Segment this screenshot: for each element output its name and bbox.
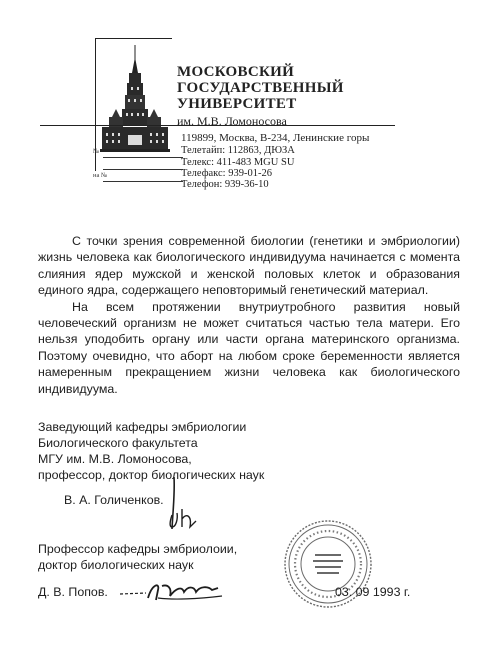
ref-number-label: № — [93, 148, 100, 155]
teletype: Телетайп: 112863, ДЮЗА — [181, 145, 295, 157]
body-paragraph: С точки зрения современной биологии (генетики и эмбриологии) жизнь человека как биологического индивидуума начинается с момента слияния ядер мужской и женской половых клеток и образования единого ядра, содержащего неповторимый генетический материал. — [38, 234, 460, 298]
signatory-2-title — [38, 541, 237, 573]
signatory-2-name: Д. В. Попов. — [38, 585, 108, 599]
university-name-line: УНИВЕРСИТЕТ — [177, 96, 297, 112]
title-line: доктор биологических наук — [38, 558, 194, 572]
ref-row — [93, 160, 183, 172]
university-name-line: МОСКОВСКИЙ — [177, 64, 295, 80]
university-name — [177, 64, 344, 112]
address: 119899, Москва, В-234, Ленинские горы — [181, 132, 370, 144]
title-line: МГУ им. М.В. Ломоносова, — [38, 452, 192, 466]
telefax: Телефакс: 939-01-26 — [181, 167, 272, 179]
reference-lines — [93, 148, 183, 184]
title-line: Биологического факультета — [38, 436, 198, 450]
title-line: Профессор кафедры эмбриолоии, — [38, 542, 238, 556]
ref-line — [103, 169, 183, 170]
title-line: профессор, доктор биологических наук — [38, 468, 265, 482]
letter-body — [38, 233, 460, 397]
university-subtitle: им. М.В. Ломоносова — [177, 114, 287, 128]
signatory-1-title — [38, 419, 264, 483]
ref-line — [103, 181, 183, 182]
ref-row — [93, 172, 183, 184]
contact-block — [181, 133, 369, 190]
title-line: Заведующий кафедры эмбриологии — [38, 420, 247, 434]
signatory-1-name: В. А. Голиченков. — [64, 493, 164, 507]
body-paragraph: На всем протяжении внутриутробного развития новый человеческий организм не может считаться частью тела матери. Его нельзя уподобить органу или части органа материнского организма. Поэтому очевидно, что аборт на любом сроке беременности является намеренным прекращением жизни человека как биологического индивидуума. — [38, 299, 460, 396]
ref-row — [93, 148, 183, 160]
ref-reply-label: на № — [93, 172, 108, 179]
ref-line — [103, 157, 183, 158]
signature-2-image — [118, 578, 228, 608]
telex: Телекс: 411-483 MGU SU — [181, 156, 295, 168]
signature-1-image — [160, 475, 210, 535]
phone: Телефон: 939-36-10 — [181, 179, 269, 191]
document-date: 03. 09 1993 г. — [335, 585, 411, 599]
university-name-line: ГОСУДАРСТВЕННЫЙ — [177, 80, 344, 96]
letterhead-divider — [40, 125, 395, 126]
